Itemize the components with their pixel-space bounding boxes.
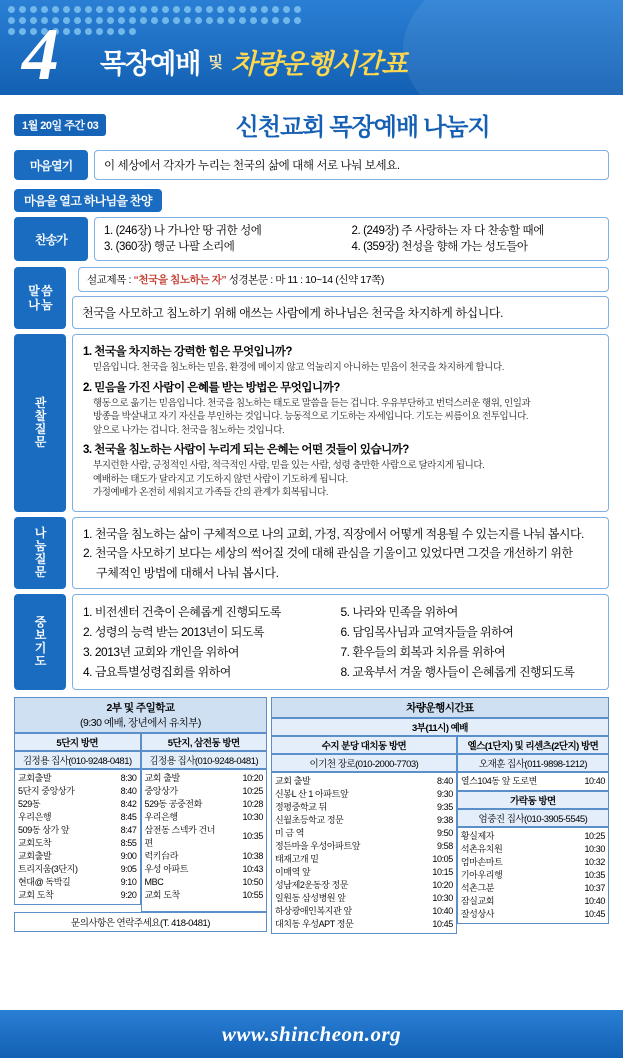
bus-stop-time: 9:05 — [120, 863, 137, 874]
bus-stop-time: 10:15 — [432, 866, 453, 877]
observation-answer-line: 가정예배가 온전히 세워지고 가족들 간의 관계가 회복됩니다. — [93, 487, 329, 498]
prayer-content — [72, 594, 609, 690]
bus-stop-time: 10:25 — [584, 830, 605, 841]
bus-stop-name: 황실제자 — [460, 830, 495, 841]
col1-driver: 김정용 집사(010-9248-0481) — [14, 751, 141, 769]
sharing-label: 나 눔 질 문 — [14, 517, 66, 589]
bus-stop-row — [143, 824, 266, 850]
bus-stop-name: 잘성상사 — [460, 908, 495, 919]
word-share-label — [14, 267, 66, 329]
sermon-prefix: 설교제목 : — [87, 274, 134, 286]
prayer-item: 1. 비전센터 건축이 은혜롭게 진행되도록 — [83, 604, 281, 619]
bus-stop-row — [143, 785, 266, 798]
bus-stop-name: 교회 출발 — [144, 772, 180, 783]
prayer-item: 3. 2013년 교회와 개인을 위하여 — [83, 644, 239, 659]
bus-stop-time: 9:38 — [436, 814, 453, 825]
bus-schedule-section — [14, 697, 609, 934]
bus-stop-time: 9:35 — [436, 801, 453, 812]
col3-driver: 이기천 장로(010-2000-7703) — [271, 754, 457, 772]
bus-stop-row — [459, 895, 607, 908]
bus-stop-row — [273, 788, 455, 801]
bus-stop-time: 10:37 — [584, 882, 605, 893]
page-header — [0, 0, 623, 95]
bus-stop-row — [273, 827, 455, 840]
bus-stop-name: 삼전동 스넥카 건너편 — [144, 824, 216, 848]
hymn-label: 찬송가 — [14, 217, 88, 261]
observation-label: 관 찰 질 문 — [14, 334, 66, 512]
bus-stop-name: 529동 — [18, 798, 41, 809]
bus-stop-time: 10:40 — [584, 775, 605, 786]
prayer-left-column — [83, 602, 341, 682]
bus-stop-name: MBC — [144, 876, 164, 887]
sheet-title-row — [14, 107, 609, 142]
bus-stop-name: 509동 상가 앞 — [18, 824, 70, 835]
open-heart-text: 이 세상에서 각자가 누리는 천국의 삶에 대해 서로 나눠 보세요. — [94, 150, 609, 180]
bus-stop-name: 교회도착 — [18, 837, 52, 848]
bus-stop-name: 석촌그분 — [460, 882, 495, 893]
observation-answer-line: 방종을 박살내고 자기 자신을 부인하는 것입니다. 능동적으로 기도하는 자세입니다. 기도는 씨름이요 전투입니다. — [93, 411, 529, 422]
bus-stop-name: 열스104동 앞 도로변 — [460, 775, 537, 786]
bus-stop-row — [16, 798, 139, 811]
hymn-item: 1. (246장) 나 가나안 땅 귀한 성에 — [104, 225, 262, 237]
bus-stop-name: 미 금 역 — [275, 827, 305, 838]
bus-stop-row — [16, 837, 139, 850]
bus-stop-row — [16, 876, 139, 889]
third-service-schedule — [271, 697, 609, 934]
word-share-block — [72, 267, 609, 329]
bus-stop-name: 이매역 앞 — [275, 866, 311, 877]
header-title-group — [100, 42, 406, 81]
bus-stop-time: 8:30 — [120, 772, 137, 783]
bus-stop-name: 현대@ 독박길 — [18, 876, 71, 887]
col1-rows — [14, 769, 141, 905]
bus-stop-row — [273, 918, 455, 931]
bus-stop-time: 10:30 — [242, 811, 263, 822]
bus-stop-row — [273, 853, 455, 866]
bus-stop-row — [143, 863, 266, 876]
bus-stop-row — [459, 775, 607, 788]
bus-stop-time: 10:35 — [584, 869, 605, 880]
left-schedule-title — [14, 697, 267, 733]
bus-stop-row — [273, 814, 455, 827]
bus-stop-time: 10:05 — [432, 853, 453, 864]
bus-stop-row — [16, 811, 139, 824]
bus-stop-name: 하상광애인복지관 앞 — [275, 905, 352, 916]
prayer-item: 7. 환우들의 회복과 치유를 위하여 — [340, 644, 506, 659]
header-title-conjunction: 및 — [208, 54, 223, 71]
bus-stop-time: 10:40 — [432, 905, 453, 916]
bus-stop-row — [459, 830, 607, 843]
col5-driver: 엄중진 집사(010-3905-5545) — [457, 809, 609, 827]
bus-stop-time: 8:47 — [120, 824, 137, 835]
observation-question: 1. 천국을 차지하는 강력한 힘은 무엇입니까? — [83, 346, 292, 358]
header-title-main: 목장예배 — [100, 49, 201, 79]
sermon-info — [78, 267, 609, 292]
bus-stop-name: 정든마을 우성아파트앞 — [275, 840, 361, 851]
col5-rows — [457, 827, 609, 924]
bus-stop-row — [16, 850, 139, 863]
prayer-item: 5. 나라와 민족을 위하여 — [340, 604, 458, 619]
bus-stop-row — [143, 798, 266, 811]
bus-stop-name: 우리은행 — [144, 811, 178, 822]
bus-stop-row — [459, 843, 607, 856]
col3-rows — [271, 772, 457, 934]
bus-stop-time: 10:50 — [242, 876, 263, 887]
bus-stop-time: 9:58 — [436, 840, 453, 851]
hymn-item: 3. (360장) 행군 나팔 소리에 — [104, 241, 235, 253]
bus-stop-row — [459, 882, 607, 895]
bus-stop-row — [459, 869, 607, 882]
left-schedule-title-line1: 2부 및 주일학교 — [106, 701, 175, 714]
bus-stop-name: 교회출발 — [18, 772, 52, 783]
right-schedule-subtitle: 3부(11시) 예배 — [271, 718, 609, 736]
col4-head: 엘스(1단지) 및 리센츠(2단지) 방면 — [457, 736, 609, 754]
bus-stop-row — [143, 811, 266, 824]
bus-stop-name: 일원동 삼성병원 앞 — [275, 892, 346, 903]
observation-row — [14, 334, 609, 512]
word-body-text: 천국을 사모하고 침노하기 위해 애쓰는 사람에게 하나님은 천국을 차지하게 하십니다. — [72, 296, 609, 329]
col1-head: 5단지 방면 — [14, 733, 141, 751]
bus-stop-row — [273, 775, 455, 788]
bus-stop-time: 9:10 — [120, 876, 137, 887]
bus-stop-name: 트리지움(3단지) — [18, 863, 78, 874]
worship-sheet — [0, 95, 623, 1010]
bus-stop-name: 태재고개 밑 — [275, 853, 319, 864]
bus-stop-time: 9:50 — [436, 827, 453, 838]
col4-rows — [457, 772, 609, 791]
bus-stop-row — [459, 856, 607, 869]
observation-question: 3. 천국을 침노하는 사람이 누리게 되는 은혜는 어떤 것들이 있습니까? — [83, 444, 409, 456]
observation-answer-line: 앞으로 나가는 겁니다. 천국을 침노하는 것입니다. — [93, 424, 285, 436]
bus-stop-name: 529동 공중전화 — [144, 798, 202, 809]
bus-stop-time: 8:40 — [120, 785, 137, 796]
bus-stop-name: 교회 도착 — [144, 889, 180, 900]
observation-answer-line: 행동으로 옮기는 믿음입니다. 천국을 침노하는 태도로 말씀을 듣는 겁니다. 우유부단하고 번덕스러운 행위, 인일과 — [93, 397, 531, 409]
bus-stop-time: 10:20 — [242, 772, 263, 783]
bus-stop-time: 10:45 — [584, 908, 605, 919]
bus-stop-time: 9:30 — [436, 788, 453, 799]
bus-stop-name: 우리은행 — [18, 811, 52, 822]
open-heart-label: 마음열기 — [14, 150, 88, 180]
bus-stop-time: 10:40 — [584, 895, 605, 906]
bus-stop-time: 10:20 — [432, 879, 453, 890]
bus-stop-name: 교회 도착 — [18, 889, 54, 900]
col2-head: 5단지, 삼전동 방면 — [141, 733, 268, 751]
contact-note: 문의사항은 연락주세요(T. 418-0481) — [14, 912, 267, 932]
word-share-row — [14, 267, 609, 329]
observation-answer-line: 예배하는 태도가 달라지고 기도하지 않던 사람이 기도하게 됩니다. — [93, 473, 348, 485]
bus-stop-row — [459, 908, 607, 921]
sharing-content — [72, 517, 609, 589]
bus-stop-name: 엄마손마트 — [460, 856, 503, 867]
observation-answer — [93, 397, 598, 438]
bus-stop-name: 성남제2운동장 정문 — [275, 879, 349, 890]
hymn-item: 4. (359장) 천성을 향해 가는 성도들아 — [351, 241, 528, 253]
bus-stop-row — [143, 889, 266, 902]
bus-stop-time: 10:30 — [432, 892, 453, 903]
bus-stop-time: 9:00 — [120, 850, 137, 861]
col5-head: 가락동 방면 — [457, 791, 609, 809]
bus-stop-time: 10:38 — [242, 850, 263, 861]
left-schedule-title-line2: (9:30 예배, 장년에서 유치부) — [80, 716, 201, 729]
bus-stop-name: 5단지 중앙상가 — [18, 785, 75, 796]
prayer-item: 8. 교육부서 겨울 행사들이 은혜롭게 진행되도록 — [340, 664, 575, 679]
bus-stop-row — [273, 892, 455, 905]
bus-stop-row — [16, 772, 139, 785]
col2-driver: 김정용 집사(010-9248-0481) — [141, 751, 268, 769]
bus-stop-name: 잠실교회 — [460, 895, 495, 906]
bus-stop-row — [273, 801, 455, 814]
right-schedule-title: 차량운행시간표 — [271, 697, 609, 718]
bus-stop-time: 9:20 — [120, 889, 137, 900]
bus-stop-row — [143, 850, 266, 863]
prayer-item: 6. 담임목사님과 교역자들을 위하여 — [340, 624, 514, 639]
hymn-row — [14, 217, 609, 261]
page-title: 신천교회 목장예배 나눔지 — [235, 115, 490, 141]
bus-stop-row — [16, 863, 139, 876]
hymn-item: 2. (249장) 주 사랑하는 자 다 찬송할 때에 — [351, 225, 544, 237]
bus-stop-name: 대치동 우성APT 정문 — [275, 918, 354, 929]
bus-stop-time: 8:42 — [120, 798, 137, 809]
bus-stop-time: 10:35 — [242, 831, 263, 841]
word-share-label-line1: 말 씀 — [28, 284, 52, 298]
bus-stop-time: 10:32 — [584, 856, 605, 867]
header-title-sub: 차량운행시간표 — [230, 49, 407, 79]
bus-stop-name: 기아우리행 — [460, 869, 503, 880]
bus-stop-time: 10:28 — [242, 798, 263, 809]
bus-stop-name: 석촌유치원 — [460, 843, 503, 854]
bus-stop-time: 10:55 — [242, 889, 263, 900]
prayer-item: 2. 성령의 능력 받는 2013년이 되도록 — [83, 624, 264, 639]
bus-stop-name: 교회출발 — [18, 850, 52, 861]
bus-stop-name: 정평중학교 뒤 — [275, 801, 327, 812]
praise-section-header: 마음을 열고 하나님을 찬양 — [14, 189, 162, 212]
bus-stop-name: 교회 출발 — [275, 775, 311, 786]
bus-stop-time: 8:45 — [120, 811, 137, 822]
date-badge: 1월 20일 주간 03 — [14, 114, 106, 136]
page-footer — [0, 1010, 623, 1058]
section-number: 4 — [22, 14, 59, 95]
sharing-row — [14, 517, 609, 589]
col4-driver: 오재훈 집사(011-9898-1212) — [457, 754, 609, 772]
col3-head: 수지 분당 대치동 방면 — [271, 736, 457, 754]
sunday-school-schedule — [14, 697, 267, 934]
observation-answer — [93, 459, 598, 500]
bus-stop-row — [16, 824, 139, 837]
bus-stop-row — [16, 889, 139, 902]
bus-stop-time: 8:55 — [120, 837, 137, 848]
prayer-row — [14, 594, 609, 690]
bus-stop-name: 신월초등학교 정문 — [275, 814, 344, 825]
observation-answer: 믿음입니다. 천국을 침노하는 믿음, 환경에 메이지 않고 억눌리지 아니하는 믿음이 천국을 차지하게 합니다. — [93, 362, 505, 373]
sharing-question-continued: 구체적인 방법에 대해서 나눠 봅시다. — [96, 565, 279, 580]
header-decoration — [403, 0, 623, 95]
open-heart-row — [14, 150, 609, 180]
bus-stop-name: 신봉L 산 1 아파트앞 — [275, 788, 349, 799]
bus-stop-row — [16, 785, 139, 798]
sharing-question: 1. 천국을 침노하는 삶이 구체적으로 나의 교회, 가정, 직장에서 어떻게 적용될 수 있는지를 나눠 봅시다. — [83, 526, 584, 541]
bus-stop-time: 10:30 — [584, 843, 605, 854]
prayer-label: 중 보 기 도 — [14, 594, 66, 690]
bus-stop-row — [143, 772, 266, 785]
bus-stop-row — [273, 840, 455, 853]
bus-stop-row — [273, 905, 455, 918]
bus-stop-row — [273, 866, 455, 879]
observation-question: 2. 믿음을 가진 사람이 은혜를 받는 방법은 무엇입니까? — [83, 381, 340, 394]
bus-stop-time: 8:40 — [436, 775, 453, 786]
sermon-title: “천국을 침노하는 자” — [133, 274, 227, 286]
prayer-item: 4. 금요특별성령집회를 위하여 — [83, 664, 231, 679]
observation-content — [72, 334, 609, 512]
website-url[interactable]: www.shincheon.org — [221, 1021, 402, 1046]
bus-stop-row — [273, 879, 455, 892]
col2-rows — [141, 769, 268, 912]
prayer-right-column — [341, 602, 599, 682]
bus-stop-time: 10:43 — [242, 863, 263, 874]
bus-stop-name: 우성 아파트 — [144, 863, 189, 874]
bus-stop-time: 10:45 — [432, 918, 453, 929]
bus-stop-name: 중앙상가 — [144, 785, 178, 796]
bus-stop-name: 럭키台라 — [144, 850, 178, 861]
word-share-label-line2: 나 눔 — [28, 298, 52, 312]
sermon-scripture: 성경본문 : 마 11 : 10~14 (신약 17쪽) — [228, 274, 385, 286]
observation-answer-line: 부지런한 사람, 긍정적인 사람, 적극적인 사람, 믿을 있는 사람, 성령 충만한 사람으로 달라지게 됩니다. — [93, 460, 485, 471]
bus-stop-time: 10:25 — [242, 785, 263, 796]
hymn-list — [94, 217, 609, 261]
sharing-question: 2. 천국을 사모하기 보다는 세상의 썩어질 것에 대해 관심을 기울이고 있었다면 그것을 개선하기 위한 — [83, 545, 573, 560]
bus-stop-row — [143, 876, 266, 889]
